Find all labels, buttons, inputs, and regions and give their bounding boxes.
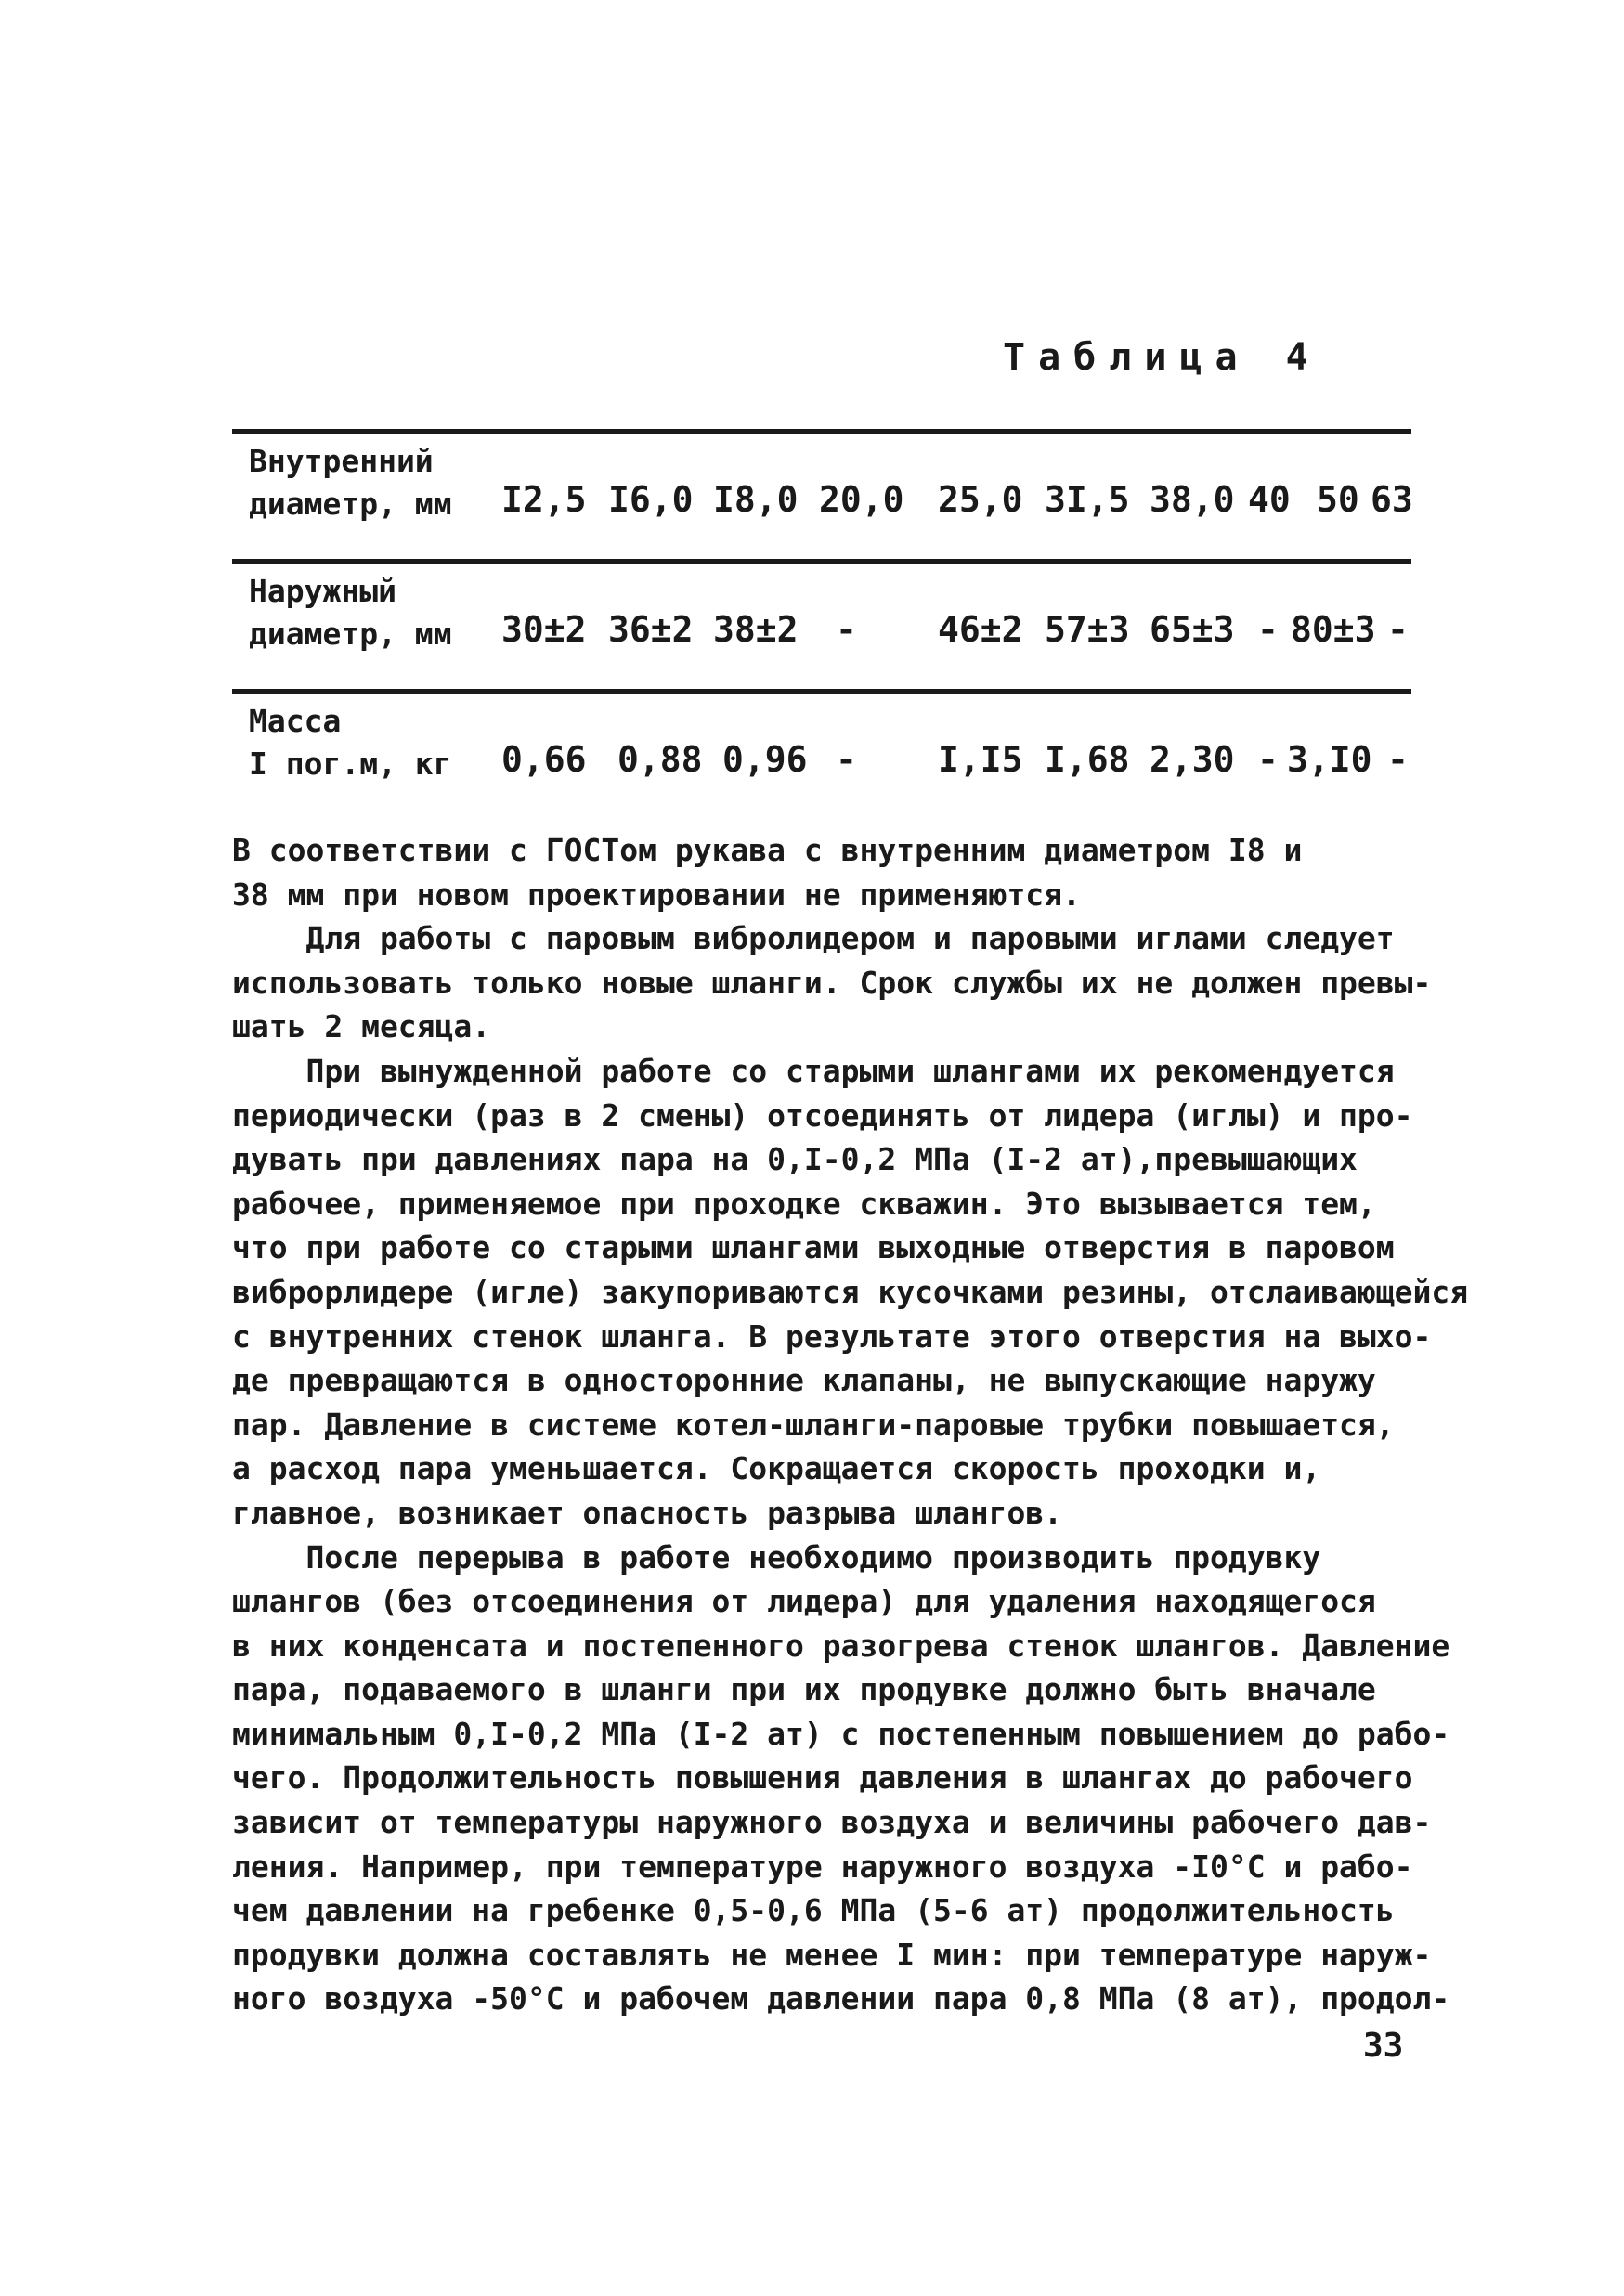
table-cell: 2,30 [1150, 739, 1235, 780]
table-cell: 63 [1371, 479, 1413, 520]
table-cell: 40 [1248, 479, 1291, 520]
table-rule [232, 689, 1411, 694]
text-line: главное, возникает опасность разрыва шлангов. [232, 1494, 1063, 1531]
table-cell: 3I,5 [1045, 479, 1130, 520]
table-cell: - [1257, 739, 1279, 780]
table-cell: 57±3 [1045, 609, 1130, 650]
text-line: Для работы с паровым вибролидером и паровыми иглами следует [232, 920, 1395, 957]
text-line: а расход пара уменьшается. Сокращается скорость проходки и, [232, 1450, 1321, 1487]
row-label-line1: Внутренний [249, 443, 434, 479]
table-cell: 25,0 [938, 479, 1023, 520]
table-cell: 80±3 [1291, 609, 1376, 650]
table-cell: I6,0 [608, 479, 694, 520]
text-line: При вынужденной работе со старыми шлангами их рекомендуется [232, 1052, 1395, 1089]
text-line: использовать только новые шланги. Срок службы их не должен превы- [232, 964, 1432, 1001]
text-line: шлангов (без отсоединения от лидера) для удаления находящегося [232, 1583, 1376, 1620]
text-line: зависит от температуры наружного воздуха и величины рабочего дав- [232, 1804, 1432, 1841]
text-line: пара, подаваемого в шланги при их продувке должно быть вначале [232, 1671, 1376, 1708]
table-cell: I,68 [1045, 739, 1130, 780]
table-cell: 50 [1317, 479, 1359, 520]
text-line: чего. Продолжительность повышения давления в шлангах до рабочего [232, 1759, 1413, 1797]
table-cell: I8,0 [713, 479, 799, 520]
table-cell: 20,0 [819, 479, 904, 520]
table-cell: 65±3 [1150, 609, 1235, 650]
row-label [249, 570, 452, 655]
text-line: продувки должна составлять не менее I мин: при температуре наруж- [232, 1936, 1432, 1973]
row-label-line1: Наружный [249, 573, 396, 609]
table-cell: 0,88 [617, 739, 703, 780]
table-cell: - [1257, 609, 1279, 650]
table-cell: 46±2 [938, 609, 1023, 650]
table-cell: 0,66 [501, 739, 587, 780]
table-rule [232, 559, 1411, 564]
table-cell: 0,96 [722, 739, 808, 780]
table-caption: Таблица 4 [1003, 336, 1321, 379]
text-line: с внутренних стенок шланга. В результате этого отверстия на выхо- [232, 1317, 1432, 1355]
row-label-line2: I пог.м, кг [249, 746, 452, 782]
text-line: 38 мм при новом проектировании не применяются. [232, 876, 1081, 913]
text-line: виброрлидере (игле) закупориваются кусочками резины, отслаивающейся [232, 1273, 1469, 1310]
text-line: дувать при давлениях пара на 0,I-0,2 МПа (I-2 ат),превышающих [232, 1141, 1358, 1178]
row-label-line2: диаметр, мм [249, 616, 452, 652]
row-label [249, 700, 452, 785]
text-line: де превращаются в односторонние клапаны, не выпускающие наружу [232, 1362, 1376, 1399]
body-text [232, 828, 1469, 2021]
table-cell: 38,0 [1150, 479, 1235, 520]
table-cell: 30±2 [501, 609, 587, 650]
row-label [249, 440, 452, 525]
text-line: ления. Например, при температуре наружного воздуха -I0°С и рабо- [232, 1848, 1413, 1885]
text-line: в них конденсата и постепенного разогрева стенок шлангов. Давление [232, 1627, 1450, 1664]
table-cell: 3,I0 [1287, 739, 1372, 780]
table-cell: I,I5 [938, 739, 1023, 780]
table-cell: - [836, 609, 857, 650]
row-label-line2: диаметр, мм [249, 486, 452, 522]
page-number: 33 [1363, 2027, 1404, 2065]
table-rule-top [232, 429, 1411, 434]
text-line: В соответствии с ГОСТом рукава с внутренним диаметром I8 и [232, 832, 1303, 868]
row-label-line1: Масса [249, 703, 342, 739]
text-line: ного воздуха -50°С и рабочем давлении пара 0,8 МПа (8 ат), продол- [232, 1980, 1450, 2017]
text-line: рабочее, применяемое при проходке скважин. Это вызывается тем, [232, 1185, 1376, 1222]
text-line: что при работе со старыми шлангами выходные отверстия в паровом [232, 1229, 1395, 1266]
table-cell: - [1387, 609, 1409, 650]
table-cell: - [836, 739, 857, 780]
text-line: чем давлении на гребенке 0,5-0,6 МПа (5-6 ат) продолжительность [232, 1892, 1395, 1929]
table-cell: 38±2 [713, 609, 799, 650]
text-line: После перерыва в работе необходимо производить продувку [232, 1538, 1321, 1576]
table-cell: 36±2 [608, 609, 694, 650]
text-line: минимальным 0,I-0,2 МПа (I-2 ат) с постепенным повышением до рабо- [232, 1715, 1450, 1752]
table-cell: I2,5 [501, 479, 587, 520]
text-line: шать 2 месяца. [232, 1008, 491, 1045]
text-line: периодически (раз в 2 смены) отсоединять от лидера (иглы) и про- [232, 1096, 1413, 1134]
text-line: пар. Давление в системе котел-шланги-паровые трубки повышается, [232, 1406, 1395, 1443]
table-cell: - [1387, 739, 1409, 780]
